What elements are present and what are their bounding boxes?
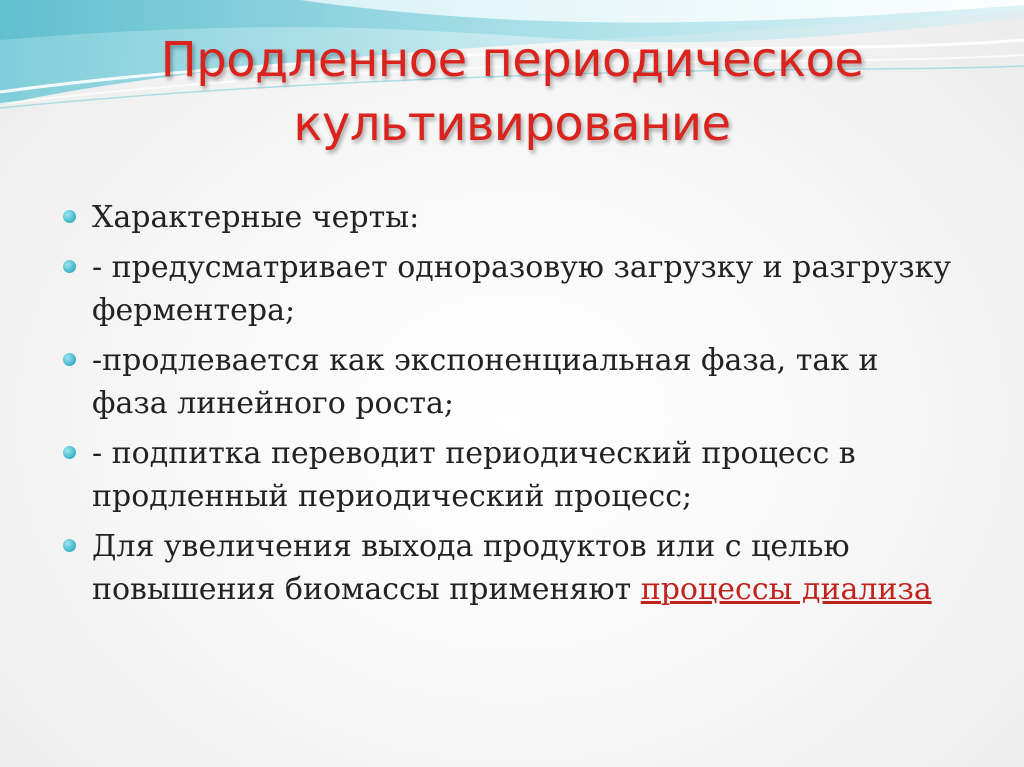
bullet-dot-icon xyxy=(63,260,76,273)
dialysis-link[interactable]: процессы диализа xyxy=(640,572,932,607)
bullet-dot-icon xyxy=(63,446,76,459)
bullet-text: Для увеличения выхода продуктов или с целью повышения биомассы применяют xyxy=(92,529,850,607)
bullet-item xyxy=(60,246,960,332)
bullet-dot-icon xyxy=(63,210,76,223)
bullet-item xyxy=(60,339,960,425)
bullet-text: Характерные черты: xyxy=(92,200,420,235)
title-line-2: культивирование xyxy=(293,96,731,152)
slide-title xyxy=(40,28,984,156)
bullet-item xyxy=(60,432,960,518)
bullet-item xyxy=(60,196,960,239)
bullet-dot-icon xyxy=(63,353,76,366)
bullet-text: - предусматривает одноразовую загрузку и разгрузку ферментера; xyxy=(92,250,951,328)
title-line-1: Продленное периодическое xyxy=(160,32,864,88)
bullet-list xyxy=(60,196,960,618)
bullet-text: -продлевается как экспоненциальная фаза, так и фаза линейного роста; xyxy=(92,343,879,421)
bullet-dot-icon xyxy=(63,539,76,552)
bullet-item xyxy=(60,525,960,611)
bullet-text: - подпитка переводит периодический процесс в продленный периодический процесс; xyxy=(92,436,856,514)
